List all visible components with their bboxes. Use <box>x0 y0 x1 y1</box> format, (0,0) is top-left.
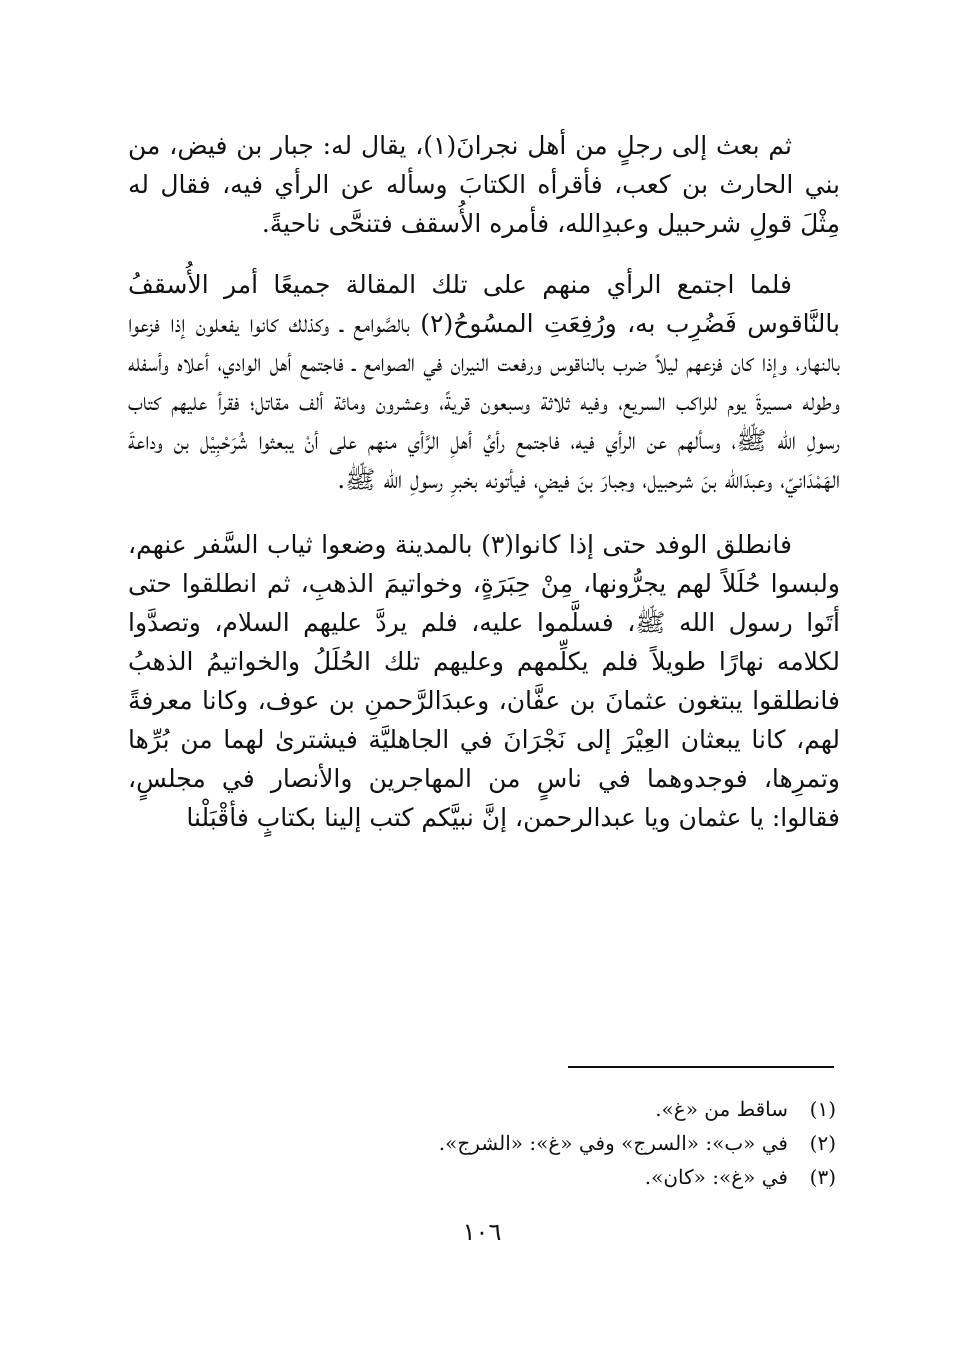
paragraph: ثم بعث إلى رجلٍ من أهل نجرانَ(١)، يقال له: جبار بن فيض، من بني الحارث بن كعب، فأقرأه الكتابَ وسأله عن الرأي فيه، فقال له مِثْلَ قولِ شرحبيل وعبدِالله، فأمره الأُسقف فتنحَّى ناحيةً. <box>128 131 840 238</box>
paragraph: فانطلق الوفد حتى إذا كانوا(٣) بالمدينة وضعوا ثياب السَّفر عنهم، ولبسوا حُلَلاً لهم يجرُّونها، مِنْ حِبَرَةٍ، وخواتيمَ الذهبِ، ثم انطلقوا حتى أتَوا رسول الله ﷺ، فسلَّموا عليه، فلم يردَّ عليهم السلام، وتصدَّوا لكلامه نهارًا طويلاً فلم يكلِّمهم وعليهم تلك الحُلَلُ والخواتيمُ الذهبُ فانطلقوا يبتغون عثمانَ بن عفَّان، وعبدَالرَّحمنِ بن عوف، وكانا معرفةً لهم، كانا يبعثان العِيْرَ إلى نَجْرَانَ في الجاهليَّة فيشترىٰ لهما من بُرِّها وتمرِها، فوجدوهما في ناسٍ من المهاجرين والأنصار في مجلسٍ، فقالوا: يا عثمان ويا عبدالرحمن، إنَّ نبيَّكم كتب إلينا بكتابٍ فأقْبَلْنا <box>128 530 840 832</box>
footnotes <box>416 1092 836 1194</box>
document-body <box>128 126 840 859</box>
footnote-number: (١) <box>809 1097 836 1121</box>
paragraph: فلما اجتمع الرأي منهم على تلك المقالة جميعًا أمر الأُسقفُ بالنَّاقوس فَضُرِب به، ورُفِعَتِ المسُوحُ(٢) بالصَّوامع ـ وكذلك كانوا يفعلون إذا فزعوا بالنهار، وإذا كان فزعهم ليلاً ضرب بالناقوس ورفعت النيران في الصوامع ـ فاجتمع أهل الوادي، أعلاه وأسفله وطوله مسيرةَ يوم للراكب السريع، وفيه ثلاثة وسبعون قريةً، وعشرون ومائة ألف مقاتل؛ فقرأ عليهم كتاب رسولِ الله ﷺ، وسألهم عن الرأي فيه، فاجتمع رأيُ أهلِ الرَّأي منهم على أنْ يبعثوا شُرَحْبِيْل بن وداعةَ الهَمْدَانيّ، وعبدَالله بنَ شرحبيل، وجبارَ بنَ فيضٍ، فيأتونه بخبرِ رسولِ الله ﷺ. <box>128 270 841 494</box>
footnote-item <box>416 1126 836 1160</box>
footnote-number: (٢) <box>809 1131 836 1155</box>
footnote-number: (٣) <box>809 1165 836 1189</box>
footnote-item <box>416 1092 836 1126</box>
footnote-divider <box>568 1066 834 1068</box>
footnote-text: في «غ»: «كان». <box>644 1165 788 1189</box>
footnote-text: ساقط من «غ». <box>655 1097 788 1121</box>
footnote-text: في «ب»: «السرج» وفي «غ»: «الشرج». <box>438 1131 788 1155</box>
footnote-item <box>416 1160 836 1194</box>
page-number: ١٠٦ <box>462 1218 502 1246</box>
